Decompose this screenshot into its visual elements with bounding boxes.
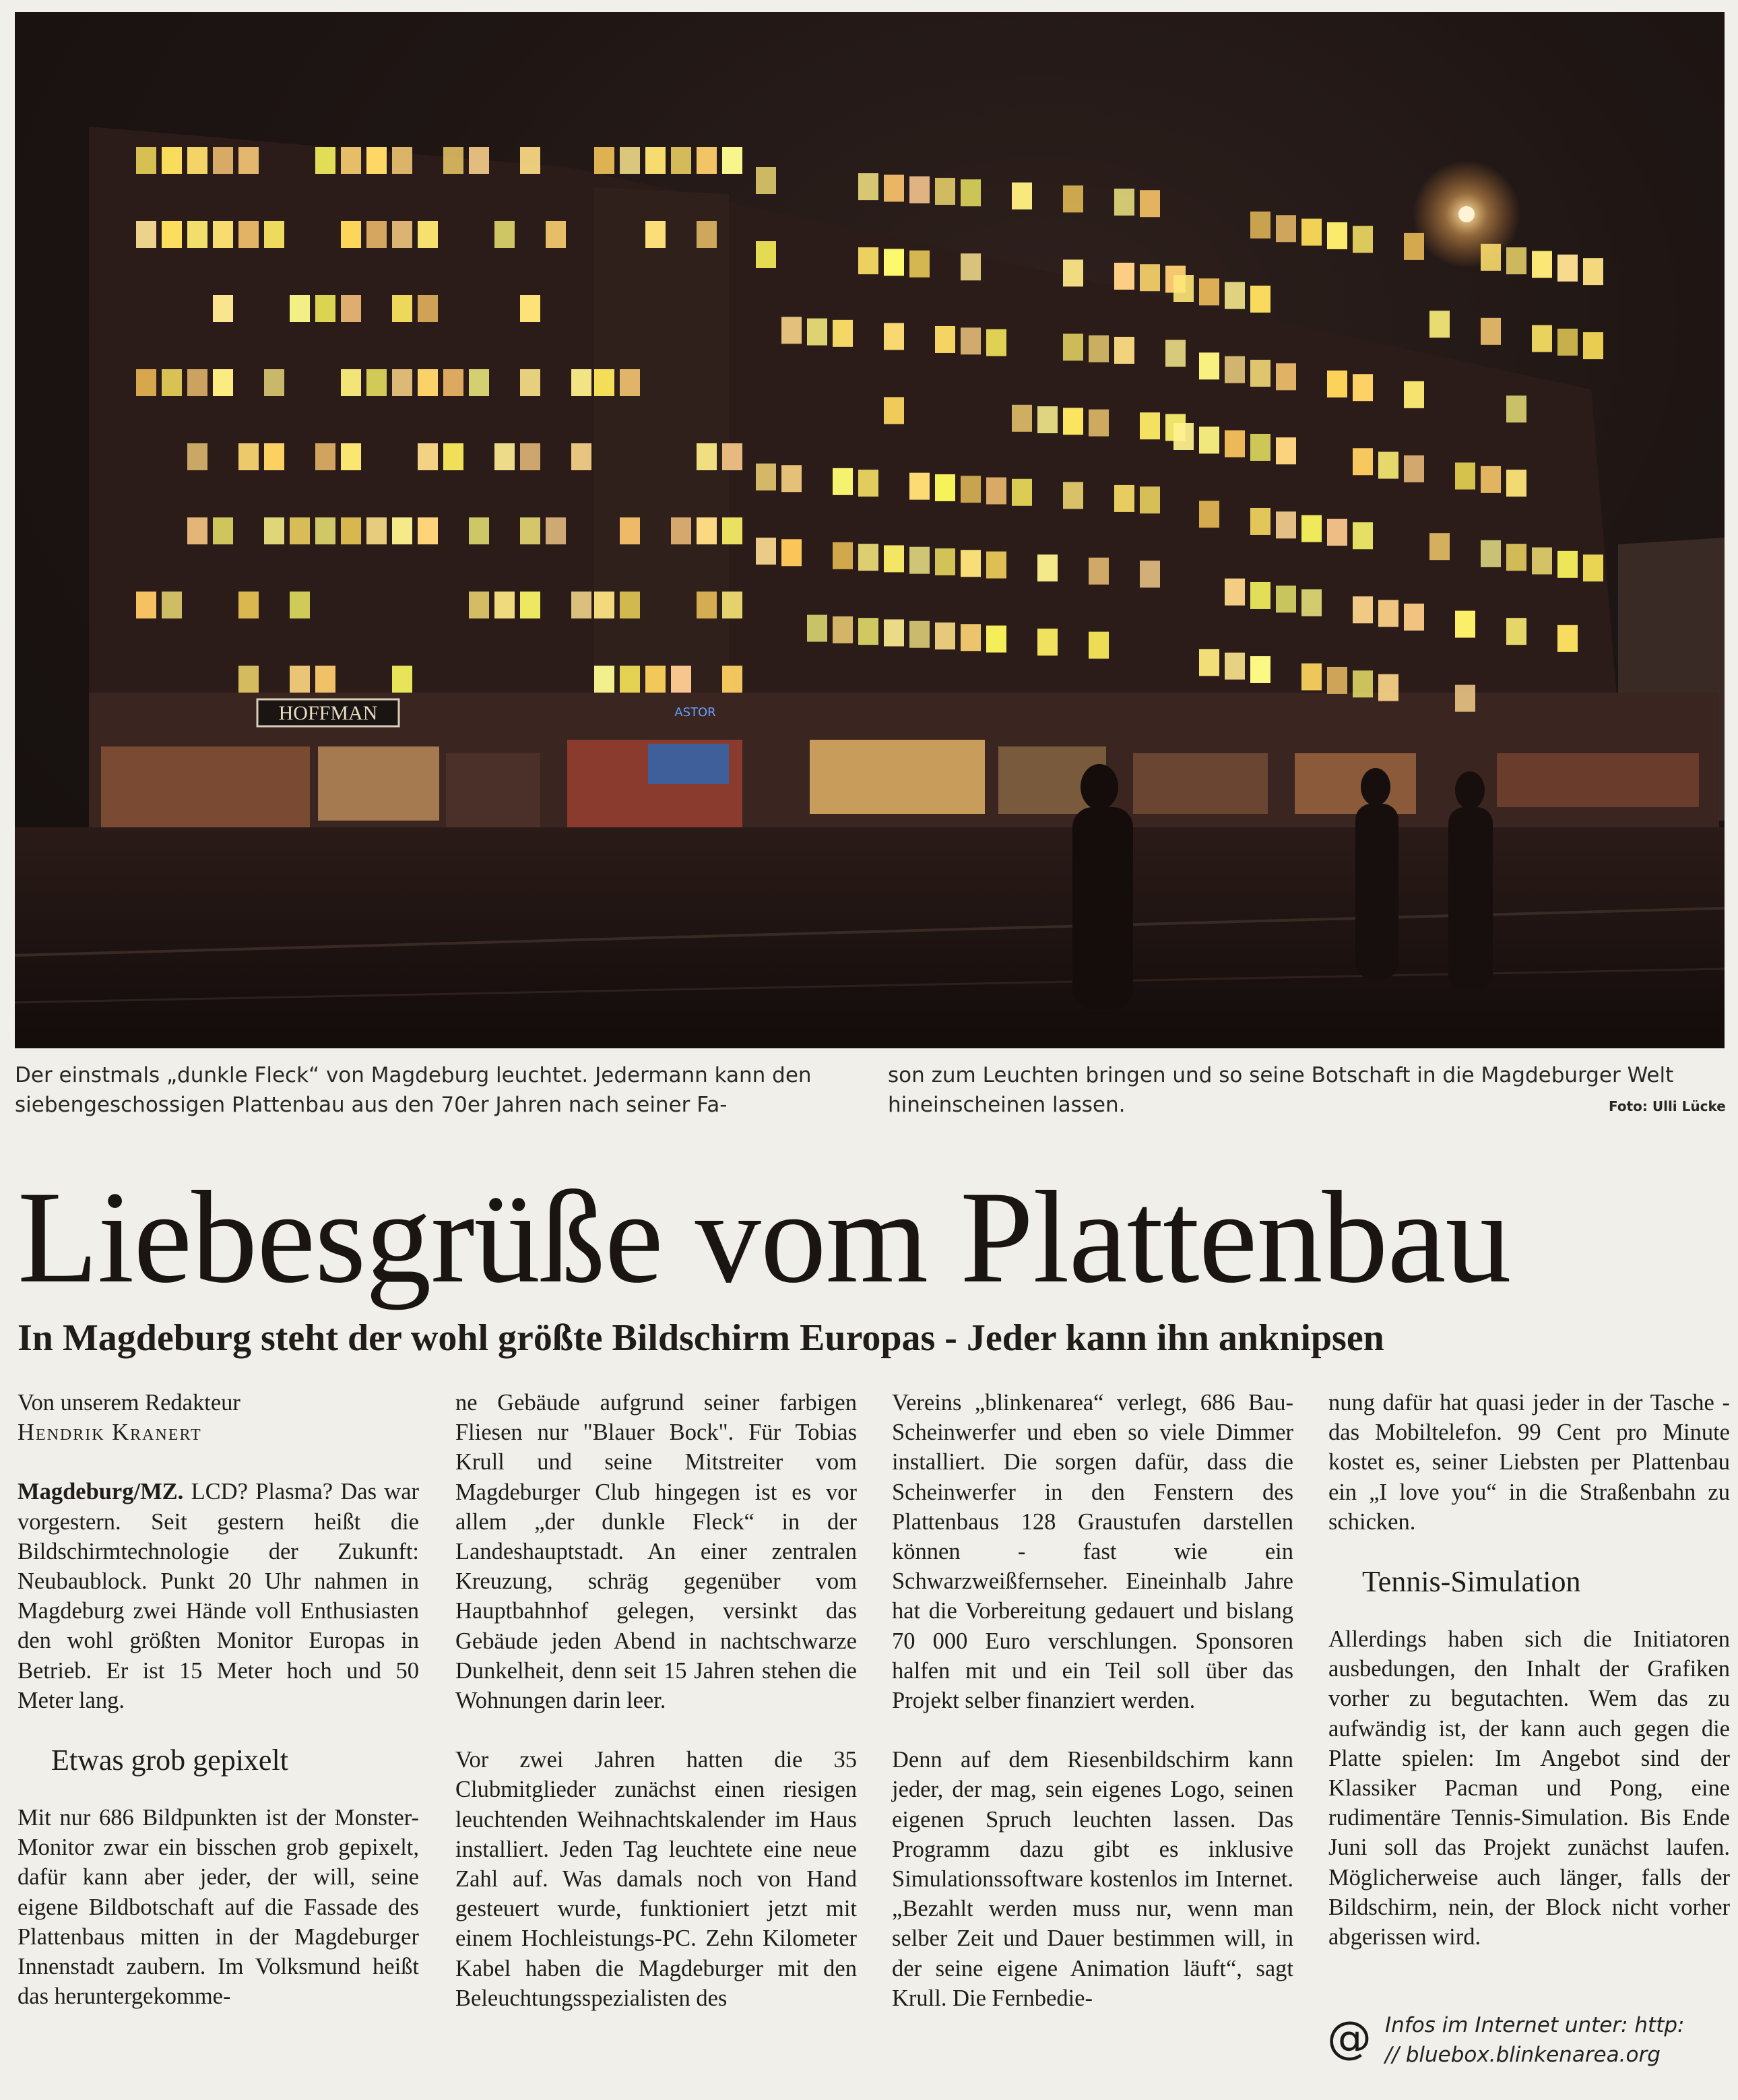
lit-window (1063, 482, 1083, 509)
lit-window (1250, 360, 1270, 387)
lit-window (1506, 247, 1526, 274)
lit-window (909, 251, 930, 278)
lit-window (909, 177, 930, 203)
lit-window (833, 320, 853, 347)
lit-window (1506, 544, 1526, 571)
info-url[interactable]: // bluebox.blinkenarea.org (1385, 2043, 1661, 2067)
lit-window (418, 221, 438, 248)
lit-window (341, 147, 361, 174)
lit-window (520, 443, 540, 470)
lit-window (935, 548, 955, 575)
lit-window (722, 147, 742, 174)
lit-window (1327, 371, 1347, 397)
lit-window (443, 443, 463, 470)
lit-window (620, 666, 640, 693)
lit-window (315, 666, 335, 693)
pedestrian-silhouette (1455, 771, 1485, 809)
lit-window (1089, 632, 1109, 659)
lit-window (162, 147, 182, 174)
lit-window (620, 147, 640, 174)
lit-window (1481, 466, 1501, 493)
lit-window (341, 295, 361, 322)
lit-window (1506, 470, 1526, 497)
lit-window (961, 179, 981, 206)
lit-window (264, 369, 284, 396)
lit-window (671, 666, 691, 693)
pedestrian-silhouette (1081, 764, 1118, 810)
lit-window (781, 317, 802, 344)
lit-window (1250, 434, 1270, 461)
lit-window (697, 443, 717, 470)
lit-window (1353, 448, 1373, 475)
lit-window (238, 221, 259, 248)
lit-window (884, 323, 904, 350)
lit-window (571, 443, 591, 470)
lit-window (1404, 455, 1424, 482)
lit-window (1037, 629, 1058, 656)
lit-window (961, 550, 981, 577)
lit-window (909, 621, 930, 648)
lit-window (213, 517, 233, 544)
lit-window (1532, 251, 1552, 278)
lit-window (469, 592, 489, 618)
lit-window (136, 369, 156, 396)
lit-window (1199, 352, 1219, 379)
lit-window (392, 295, 412, 322)
lit-window (1089, 558, 1109, 585)
info-line: Infos im Internet unter: http: (1385, 2013, 1685, 2037)
lit-window (1225, 653, 1245, 680)
lit-window (392, 517, 412, 544)
paragraph: Denn auf dem Riesenbildschirm kann jeder, der mag, sein eigenes Logo, seinen eigenen Spruch leuchten lassen. Das Programm dazu gibt es inklusive Simulationssoftware kostenlos im Internet. „Bezahlt werden muss nur, wenn man selber Zeit und Dauer bestimmen will, in der seine eigene Animation läuft“, sagt Krull. Die Fernbedie- (892, 1747, 1293, 2011)
subheading: Etwas grob gepixelt (51, 1744, 288, 1777)
lit-window (469, 517, 489, 544)
article-column-1 (18, 1388, 419, 2011)
lit-window (1114, 189, 1134, 216)
lit-window (858, 247, 878, 274)
lit-window (935, 326, 955, 353)
lit-window (1327, 519, 1347, 546)
lit-window (1037, 406, 1058, 433)
lit-window (1378, 452, 1398, 479)
lit-window (986, 552, 1006, 579)
lit-window (1481, 244, 1501, 271)
lit-window (909, 547, 930, 574)
article-column-4 (1328, 1388, 1730, 1952)
lit-window (1114, 337, 1134, 364)
byline-prefix: Von unserem Redakteur (18, 1390, 240, 1415)
lit-window (290, 592, 310, 618)
lit-window (935, 623, 955, 649)
lit-window (187, 221, 207, 248)
lit-window (1140, 561, 1160, 587)
lit-window (1506, 395, 1526, 422)
lit-window (756, 464, 776, 490)
lit-window (620, 517, 640, 544)
lit-window (671, 147, 691, 174)
lit-window (756, 538, 776, 565)
lit-window (1583, 554, 1603, 581)
lit-window (520, 295, 540, 322)
lit-window (162, 369, 182, 396)
lit-window (443, 369, 463, 396)
paragraph (18, 1477, 419, 1715)
lit-window (620, 592, 640, 618)
lit-window (520, 147, 540, 174)
lit-window (1114, 485, 1134, 512)
lit-window (136, 147, 156, 174)
lit-window (935, 178, 955, 205)
lit-window (1301, 664, 1322, 691)
paragraph: Vereins „blinkenarea“ verlegt, 686 Bau-Scheinwerfer und eben so viele Dimmer installiert. Die sorgen dafür, dass die Scheinwerfer in den Fenstern des Plattenbaus 128 Graustufen darstellen können - fast wie ein Schwarzweißfernseher. Eineinhalb Jahre hat die Vorbereitung gedauert und bislang 70 000 Euro verschlungen. Sponsoren halfen mit und ein Teil soll über das Projekt selber finanziert werden. (892, 1390, 1293, 1714)
lit-window (392, 666, 412, 693)
lit-window (833, 542, 853, 569)
lit-window (1225, 579, 1245, 606)
lit-window (833, 616, 853, 643)
lit-window (264, 443, 284, 470)
lit-window (1063, 259, 1083, 286)
info-box (1385, 2010, 1729, 2070)
lit-window (341, 517, 361, 544)
paragraph: ne Gebäude aufgrund seiner farbigen Fliesen nur "Blauer Bock". Für Tobias Krull und seine Mitstreiter vom Magdeburger Club hingegen ist es vor allem „der dunkle Fleck“ in der Landeshauptstadt. An einer zentralen Kreuzung, schräg gegenüber vom Hauptbahnhof gelegen, versinkt das Gebäude jeden Abend in nachtschwarze Dunkelheit, denn seit 15 Jahren stehen die Wohnungen darin leer. (455, 1390, 857, 1714)
lit-window (1481, 318, 1501, 345)
lit-window (341, 369, 361, 396)
lit-window (1063, 333, 1083, 360)
lit-window (187, 443, 207, 470)
lit-window (571, 592, 591, 618)
lit-window (935, 474, 955, 501)
subheading: Tennis-Simulation (1362, 1565, 1581, 1599)
lit-window (1276, 585, 1296, 612)
lit-window (833, 468, 853, 495)
lit-window (671, 517, 691, 544)
photo-caption-right: son zum Leuchten bringen und so seine Botschaft in die Magdeburger Welt hineinscheinen lassen. (888, 1063, 1674, 1117)
lit-window (1012, 479, 1032, 506)
lit-window (781, 465, 802, 492)
lit-window (366, 147, 387, 174)
lit-window (1250, 656, 1270, 683)
lit-window (1532, 547, 1552, 574)
lit-window (1353, 596, 1373, 623)
lit-window (1276, 363, 1296, 390)
lit-window (1327, 222, 1347, 249)
lit-window (961, 327, 981, 354)
paragraph: Vor zwei Jahren hatten die 35 Clubmitglieder zunächst einen riesigen leuchtenden Weihnachtskalender im Haus installiert. Jeden Tag leuchtete eine neue Zahl auf. Was damals noch von Hand gesteuert wurde, funktioniert jetzt mit einem Hochleistungs-PC. Zehn Kilometer Kabel haben die Magdeburger mit den Beleuchtungsspezialisten des (455, 1747, 857, 2011)
lit-window (1089, 410, 1109, 437)
byline-author: Hendrik Kranert (18, 1420, 202, 1446)
lit-window (264, 517, 284, 544)
lit-window (1173, 423, 1194, 450)
lit-window (290, 666, 310, 693)
lit-window (341, 443, 361, 470)
lit-window (1353, 522, 1373, 549)
lit-window (858, 470, 878, 497)
lit-window (858, 618, 878, 645)
lit-window (238, 147, 259, 174)
lit-window (1276, 511, 1296, 538)
lit-window (1063, 185, 1083, 212)
lit-window (494, 221, 515, 248)
lit-window (315, 295, 335, 322)
lit-window (884, 249, 904, 276)
lit-window (697, 147, 717, 174)
lit-window (986, 329, 1006, 356)
lit-window (136, 592, 156, 618)
lit-window (722, 592, 742, 618)
lit-window (1353, 670, 1373, 697)
lit-window (1583, 332, 1603, 359)
lit-window (418, 295, 438, 322)
lit-window (1037, 554, 1058, 581)
lit-window (469, 147, 489, 174)
lit-window (315, 517, 335, 544)
lit-window (290, 517, 310, 544)
lit-window (238, 666, 259, 693)
lit-window (1140, 190, 1160, 217)
lit-window (341, 221, 361, 248)
lit-window (722, 443, 742, 470)
lit-window (645, 147, 666, 174)
lit-window (1225, 282, 1245, 309)
lit-window (494, 443, 515, 470)
lit-window (1276, 437, 1296, 464)
lit-window (1506, 618, 1526, 645)
lit-window (162, 221, 182, 248)
lit-window (1012, 405, 1032, 432)
lit-window (1429, 311, 1450, 338)
lit-window (187, 517, 207, 544)
lit-window (1455, 685, 1475, 712)
lit-window (1353, 226, 1373, 253)
lit-window (213, 369, 233, 396)
lit-window (884, 619, 904, 646)
lit-window (1276, 215, 1296, 242)
lit-window (1173, 275, 1194, 302)
lit-window (187, 369, 207, 396)
lit-window (1301, 590, 1322, 616)
shop-sign-text: ASTOR (674, 705, 716, 720)
lit-window (1404, 233, 1424, 260)
lit-window (1250, 582, 1270, 609)
lit-window (781, 539, 802, 566)
headline: Liebesgrüße vom Plattenbau (18, 1164, 1511, 1310)
lit-window (1301, 219, 1322, 246)
lit-window (697, 592, 717, 618)
lit-window (546, 221, 566, 248)
lit-window (986, 626, 1006, 653)
at-icon: @ (1327, 2012, 1372, 2064)
lit-window (1455, 611, 1475, 638)
lit-window (909, 473, 930, 500)
lit-window (884, 545, 904, 572)
hoffman-sign-text: HOFFMAN (278, 702, 378, 724)
lit-window (756, 167, 776, 194)
article-photo (15, 12, 1725, 1048)
lit-window (520, 369, 540, 396)
lit-window (494, 592, 515, 618)
lit-window (1557, 329, 1578, 356)
lit-window (807, 319, 827, 346)
lit-window (1250, 286, 1270, 313)
pedestrian-silhouette (1361, 768, 1390, 806)
dateline: Magdeburg/MZ. (18, 1479, 184, 1505)
lit-window (1199, 501, 1219, 528)
lit-window (1378, 600, 1398, 627)
lit-window (1012, 183, 1032, 210)
lit-window (264, 221, 284, 248)
lit-window (213, 221, 233, 248)
lit-window (756, 241, 776, 268)
lit-window (1140, 486, 1160, 513)
lit-window (1250, 508, 1270, 535)
lit-window (594, 666, 614, 693)
lit-window (1063, 408, 1083, 435)
lit-window (213, 295, 233, 322)
lit-window (1557, 625, 1578, 652)
lit-window (1455, 463, 1475, 490)
lit-window (1165, 340, 1186, 367)
lit-window (392, 221, 412, 248)
lit-window (807, 615, 827, 642)
paragraph: Allerdings haben sich die Initiatoren ausbedungen, den Inhalt der Grafiken vorher zu begutachten. Wem das zu aufwändig ist, der kann auch gegen die Platte spielen: Im Angebot sind der Klassiker Pacman und Pong, eine rudimentäre Tennis-Simulation. Bis Ende Juni soll das Projekt zunächst laufen. Möglicherweise auch länger, falls der Bildschirm, nein, der Block nicht vorher abgerissen wird. (1328, 1626, 1730, 1950)
lit-window (697, 517, 717, 544)
shop-window (810, 740, 985, 814)
lit-window (1404, 604, 1424, 631)
lit-window (366, 517, 387, 544)
lit-window (238, 592, 259, 618)
article-column-2 (455, 1388, 857, 2013)
lit-window (1481, 540, 1501, 567)
lit-window (1225, 431, 1245, 457)
lit-window (1199, 426, 1219, 453)
lit-window (238, 443, 259, 470)
lit-window (366, 221, 387, 248)
lit-window (290, 295, 310, 322)
lit-window (594, 592, 614, 618)
lit-window (594, 147, 614, 174)
lit-window (645, 221, 666, 248)
lit-window (392, 147, 412, 174)
lit-window (315, 443, 335, 470)
lit-window (986, 478, 1006, 505)
lit-window (884, 397, 904, 424)
lit-window (366, 369, 387, 396)
lit-window (1199, 649, 1219, 676)
lit-window (620, 369, 640, 396)
article-column-3 (892, 1388, 1293, 2013)
lit-window (1089, 336, 1109, 362)
building-night-illustration (15, 12, 1725, 1048)
lit-window (418, 517, 438, 544)
lit-window (469, 369, 489, 396)
shop-window (101, 746, 310, 827)
lit-window (1114, 263, 1134, 290)
lit-window (1404, 381, 1424, 408)
lit-window (1353, 374, 1373, 401)
lit-window (1225, 356, 1245, 383)
lit-window (1250, 212, 1270, 238)
lit-window (1327, 667, 1347, 694)
lit-window (1378, 674, 1398, 701)
lit-window (1583, 258, 1603, 285)
subheadline: In Magdeburg steht der wohl größte Bildschirm Europas - Jeder kann ihn anknipsen (18, 1317, 1384, 1359)
lit-window (961, 253, 981, 280)
lit-window (136, 221, 156, 248)
lit-window (443, 147, 463, 174)
paragraph: nung dafür hat quasi jeder in der Tasche - das Mobiltelefon. 99 Cent pro Minute kostet es, seiner Liebsten per Plattenbau ein „I love you“ in die Straßenbahn zu schicken. (1328, 1390, 1730, 1535)
lit-window (1532, 325, 1552, 352)
lit-window (1140, 412, 1160, 439)
lit-window (1199, 278, 1219, 305)
lit-window (594, 369, 614, 396)
lit-window (645, 666, 666, 693)
lit-window (162, 592, 182, 618)
lit-window (884, 174, 904, 201)
lit-window (418, 369, 438, 396)
lit-window (722, 517, 742, 544)
lit-window (392, 369, 412, 396)
lit-window (546, 517, 566, 544)
lit-window (571, 369, 591, 396)
lit-window (858, 544, 878, 571)
lit-window (1557, 255, 1578, 282)
lit-window (722, 666, 742, 693)
lit-window (418, 443, 438, 470)
lit-window (1429, 533, 1450, 560)
paragraph: Mit nur 686 Bildpunkten ist der Monster-Monitor zwar ein bisschen grob gepixelt, dafür kann aber jeder, der will, seine eigene Bildbotschaft auf die Fassade des Plattenbaus mitten in der Magdeburger Innenstadt zaubern. Im Volksmund heißt das heruntergekomme- (18, 1805, 419, 2010)
lit-window (1301, 515, 1322, 542)
lit-window (961, 476, 981, 503)
lit-window (213, 147, 233, 174)
lit-window (697, 221, 717, 248)
lit-window (858, 173, 878, 200)
photo-credit: Foto: Ulli Lücke (1609, 1098, 1726, 1114)
lit-window (187, 147, 207, 174)
lit-window (315, 147, 335, 174)
lit-window (1557, 551, 1578, 578)
lit-window (520, 517, 540, 544)
photo-caption-left: Der einstmals „dunkle Fleck“ von Magdeburg leuchtet. Jedermann kann den siebengeschossigen Plattenbau aus den 70er Jahren nach seiner Fa- (15, 1063, 812, 1117)
lit-window (961, 624, 981, 651)
lit-window (1140, 264, 1160, 291)
lit-window (520, 592, 540, 618)
paragraph-text: LCD? Plasma? Das war vorgestern. Seit gestern heißt die Bildschirmtechnologie der Zukunft: Neubaublock. Punkt 20 Uhr nahmen in Magdeburg zwei Hände voll Enthusiasten den wohl größten Monitor Europas in Betrieb. Er ist 15 Meter hoch und 50 Meter lang. (18, 1479, 420, 1713)
